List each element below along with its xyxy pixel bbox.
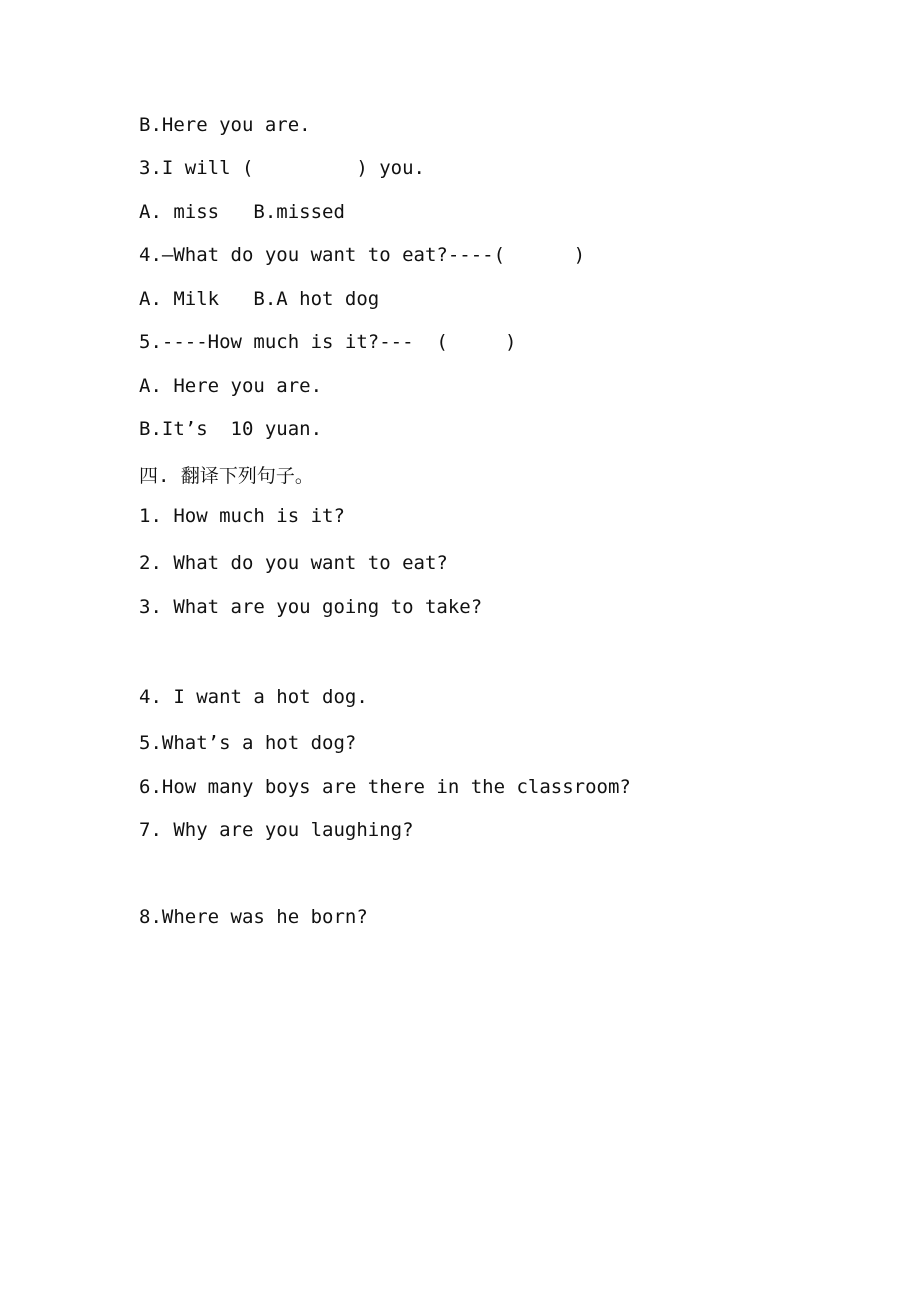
text-line: B.Here you are. <box>139 114 311 136</box>
option-5b: B.It’s 10 yuan. <box>139 418 323 440</box>
translate-5: 5.What’s a hot dog? <box>139 732 357 754</box>
translate-4: 4. I want a hot dog. <box>139 686 368 708</box>
translate-6: 6.How many boys are there in the classroom? <box>139 776 631 798</box>
question-3: 3.I will ( ) you. <box>139 157 425 179</box>
translate-8: 8.Where was he born? <box>139 906 368 928</box>
options-3: A. miss B.missed <box>139 201 345 223</box>
question-5: 5.----How much is it?--- ( ) <box>139 331 517 353</box>
options-4: A. Milk B.A hot dog <box>139 288 380 310</box>
translate-2: 2. What do you want to eat? <box>139 552 448 574</box>
section-heading: 四. 翻译下列句子。 <box>139 465 314 487</box>
option-5a: A. Here you are. <box>139 375 323 397</box>
translate-3: 3. What are you going to take? <box>139 596 483 618</box>
translate-1: 1. How much is it? <box>139 505 345 527</box>
question-4: 4.—What do you want to eat?----( ) <box>139 244 586 266</box>
translate-7: 7. Why are you laughing? <box>139 819 414 841</box>
